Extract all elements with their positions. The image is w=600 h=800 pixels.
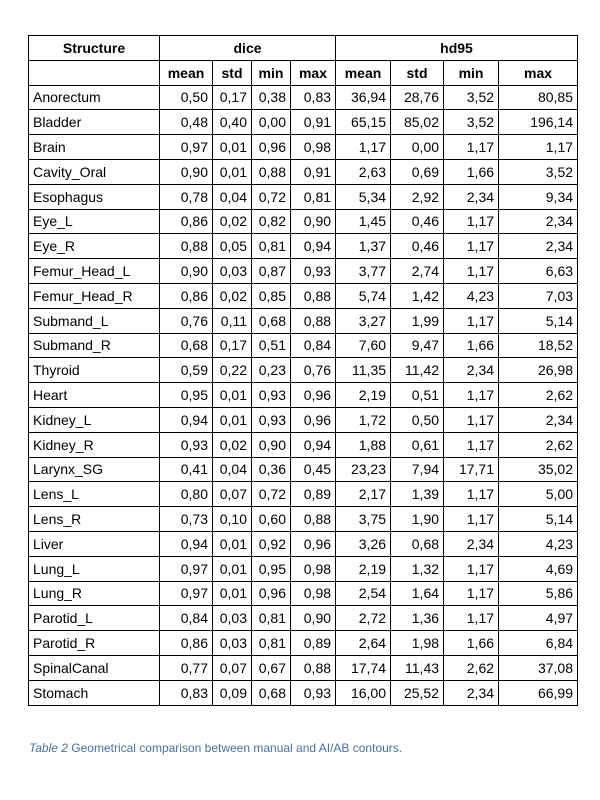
value-cell: 0,92: [252, 531, 291, 556]
value-cell: 1,17: [444, 259, 499, 284]
value-cell: 3,75: [336, 507, 391, 532]
table-row: [29, 482, 578, 507]
value-cell: 2,72: [336, 606, 391, 631]
value-cell: 0,90: [291, 606, 336, 631]
value-cell: 9,34: [499, 184, 578, 209]
value-cell: 0,10: [213, 507, 252, 532]
value-cell: 0,87: [252, 259, 291, 284]
value-cell: 0,93: [291, 680, 336, 705]
value-cell: 0,01: [213, 135, 252, 160]
structure-name-cell: Bladder: [29, 110, 160, 135]
value-cell: 0,93: [252, 407, 291, 432]
value-cell: 0,02: [213, 283, 252, 308]
value-cell: 0,84: [160, 606, 213, 631]
value-cell: 1,66: [444, 333, 499, 358]
value-cell: 1,17: [444, 407, 499, 432]
value-cell: 80,85: [499, 85, 578, 110]
value-cell: 7,94: [391, 457, 444, 482]
table-row: [29, 333, 578, 358]
value-cell: 0,98: [291, 556, 336, 581]
value-cell: 0,96: [291, 383, 336, 408]
header-stat-dice-std: std: [213, 60, 252, 85]
value-cell: 0,50: [160, 85, 213, 110]
table-row: [29, 135, 578, 160]
results-table: [28, 35, 578, 706]
value-cell: 0,04: [213, 184, 252, 209]
value-cell: 196,14: [499, 110, 578, 135]
table-row: [29, 581, 578, 606]
value-cell: 0,67: [252, 655, 291, 680]
value-cell: 0,51: [252, 333, 291, 358]
table-row: [29, 383, 578, 408]
value-cell: 16,00: [336, 680, 391, 705]
value-cell: 0,88: [252, 159, 291, 184]
value-cell: 1,17: [444, 556, 499, 581]
value-cell: 6,84: [499, 631, 578, 656]
value-cell: 65,15: [336, 110, 391, 135]
value-cell: 1,36: [391, 606, 444, 631]
value-cell: 0,60: [252, 507, 291, 532]
value-cell: 0,76: [291, 358, 336, 383]
value-cell: 35,02: [499, 457, 578, 482]
structure-name-cell: Parotid_R: [29, 631, 160, 656]
value-cell: 4,69: [499, 556, 578, 581]
table-row: [29, 209, 578, 234]
value-cell: 1,17: [444, 308, 499, 333]
structure-name-cell: Liver: [29, 531, 160, 556]
value-cell: 0,94: [160, 531, 213, 556]
structure-name-cell: Kidney_L: [29, 407, 160, 432]
header-stat-hd95-mean: mean: [336, 60, 391, 85]
structure-name-cell: Femur_Head_R: [29, 283, 160, 308]
value-cell: 0,50: [391, 407, 444, 432]
value-cell: 5,00: [499, 482, 578, 507]
value-cell: 3,27: [336, 308, 391, 333]
structure-name-cell: Lens_R: [29, 507, 160, 532]
results-table-container: [28, 35, 578, 706]
value-cell: 0,94: [291, 234, 336, 259]
value-cell: 1,66: [444, 159, 499, 184]
header-stat-hd95-max: max: [499, 60, 578, 85]
table-body: [29, 85, 578, 705]
value-cell: 0,68: [391, 531, 444, 556]
structure-name-cell: Esophagus: [29, 184, 160, 209]
value-cell: 1,17: [444, 135, 499, 160]
structure-name-cell: Anorectum: [29, 85, 160, 110]
value-cell: 0,02: [213, 209, 252, 234]
value-cell: 0,51: [391, 383, 444, 408]
value-cell: 0,46: [391, 209, 444, 234]
header-row-stats: [29, 60, 578, 85]
value-cell: 2,34: [499, 234, 578, 259]
value-cell: 0,01: [213, 531, 252, 556]
value-cell: 0,91: [291, 159, 336, 184]
value-cell: 3,26: [336, 531, 391, 556]
value-cell: 2,74: [391, 259, 444, 284]
value-cell: 2,34: [444, 531, 499, 556]
value-cell: 5,34: [336, 184, 391, 209]
value-cell: 5,86: [499, 581, 578, 606]
value-cell: 0,73: [160, 507, 213, 532]
value-cell: 0,90: [160, 159, 213, 184]
value-cell: 2,54: [336, 581, 391, 606]
structure-name-cell: Parotid_L: [29, 606, 160, 631]
value-cell: 0,36: [252, 457, 291, 482]
value-cell: 0,86: [160, 209, 213, 234]
value-cell: 2,34: [499, 407, 578, 432]
table-row: [29, 259, 578, 284]
value-cell: 0,01: [213, 159, 252, 184]
value-cell: 1,90: [391, 507, 444, 532]
value-cell: 6,63: [499, 259, 578, 284]
value-cell: 1,98: [391, 631, 444, 656]
structure-name-cell: Femur_Head_L: [29, 259, 160, 284]
value-cell: 0,80: [160, 482, 213, 507]
value-cell: 0,81: [252, 631, 291, 656]
value-cell: 0,89: [291, 631, 336, 656]
value-cell: 1,17: [444, 234, 499, 259]
value-cell: 0,88: [291, 308, 336, 333]
value-cell: 0,89: [291, 482, 336, 507]
value-cell: 0,96: [252, 135, 291, 160]
value-cell: 2,34: [444, 680, 499, 705]
value-cell: 18,52: [499, 333, 578, 358]
header-stat-dice-min: min: [252, 60, 291, 85]
header-structure: Structure: [29, 36, 160, 61]
value-cell: 0,78: [160, 184, 213, 209]
value-cell: 0,48: [160, 110, 213, 135]
value-cell: 0,68: [160, 333, 213, 358]
value-cell: 26,98: [499, 358, 578, 383]
value-cell: 2,64: [336, 631, 391, 656]
value-cell: 1,45: [336, 209, 391, 234]
value-cell: 0,03: [213, 631, 252, 656]
value-cell: 17,71: [444, 457, 499, 482]
value-cell: 0,17: [213, 85, 252, 110]
value-cell: 5,14: [499, 308, 578, 333]
structure-name-cell: Brain: [29, 135, 160, 160]
value-cell: 0,00: [391, 135, 444, 160]
table-row: [29, 507, 578, 532]
structure-name-cell: Lens_L: [29, 482, 160, 507]
value-cell: 4,97: [499, 606, 578, 631]
value-cell: 0,59: [160, 358, 213, 383]
value-cell: 4,23: [499, 531, 578, 556]
value-cell: 0,83: [160, 680, 213, 705]
value-cell: 0,45: [291, 457, 336, 482]
value-cell: 3,77: [336, 259, 391, 284]
value-cell: 2,34: [499, 209, 578, 234]
value-cell: 0,98: [291, 135, 336, 160]
value-cell: 0,07: [213, 655, 252, 680]
structure-name-cell: Cavity_Oral: [29, 159, 160, 184]
value-cell: 1,64: [391, 581, 444, 606]
value-cell: 0,68: [252, 308, 291, 333]
value-cell: 5,14: [499, 507, 578, 532]
value-cell: 3,52: [444, 110, 499, 135]
value-cell: 2,34: [444, 184, 499, 209]
value-cell: 0,41: [160, 457, 213, 482]
value-cell: 0,94: [160, 407, 213, 432]
value-cell: 11,43: [391, 655, 444, 680]
table-row: [29, 184, 578, 209]
value-cell: 0,02: [213, 432, 252, 457]
value-cell: 66,99: [499, 680, 578, 705]
table-header: [29, 36, 578, 86]
value-cell: 0,05: [213, 234, 252, 259]
header-empty-cell: [29, 60, 160, 85]
table-row: [29, 556, 578, 581]
value-cell: 0,01: [213, 556, 252, 581]
value-cell: 0,86: [160, 631, 213, 656]
value-cell: 2,17: [336, 482, 391, 507]
header-group-dice: dice: [160, 36, 336, 61]
value-cell: 0,90: [252, 432, 291, 457]
value-cell: 2,62: [499, 432, 578, 457]
value-cell: 4,23: [444, 283, 499, 308]
value-cell: 0,17: [213, 333, 252, 358]
value-cell: 1,32: [391, 556, 444, 581]
value-cell: 1,42: [391, 283, 444, 308]
table-caption: [29, 741, 402, 755]
value-cell: 5,74: [336, 283, 391, 308]
value-cell: 1,72: [336, 407, 391, 432]
caption-label: Table 2: [29, 741, 68, 755]
value-cell: 0,81: [252, 606, 291, 631]
table-row: [29, 159, 578, 184]
value-cell: 0,96: [291, 407, 336, 432]
structure-name-cell: Submand_L: [29, 308, 160, 333]
value-cell: 0,07: [213, 482, 252, 507]
value-cell: 0,84: [291, 333, 336, 358]
table-row: [29, 606, 578, 631]
value-cell: 0,03: [213, 259, 252, 284]
value-cell: 0,40: [213, 110, 252, 135]
value-cell: 0,82: [252, 209, 291, 234]
value-cell: 1,17: [444, 383, 499, 408]
value-cell: 0,90: [160, 259, 213, 284]
value-cell: 0,88: [291, 655, 336, 680]
table-row: [29, 110, 578, 135]
value-cell: 0,97: [160, 556, 213, 581]
value-cell: 9,47: [391, 333, 444, 358]
value-cell: 0,09: [213, 680, 252, 705]
table-row: [29, 234, 578, 259]
value-cell: 1,37: [336, 234, 391, 259]
table-row: [29, 308, 578, 333]
table-row: [29, 457, 578, 482]
value-cell: 1,39: [391, 482, 444, 507]
value-cell: 0,01: [213, 581, 252, 606]
value-cell: 0,72: [252, 184, 291, 209]
value-cell: 1,17: [444, 482, 499, 507]
caption-text: Geometrical comparison between manual and AI/AB contours.: [67, 741, 403, 755]
table-row: [29, 358, 578, 383]
table-row: [29, 432, 578, 457]
structure-name-cell: Eye_L: [29, 209, 160, 234]
value-cell: 0,90: [291, 209, 336, 234]
structure-name-cell: Stomach: [29, 680, 160, 705]
value-cell: 0,00: [252, 110, 291, 135]
value-cell: 0,88: [291, 507, 336, 532]
structure-name-cell: Eye_R: [29, 234, 160, 259]
value-cell: 0,94: [291, 432, 336, 457]
table-row: [29, 283, 578, 308]
structure-name-cell: Heart: [29, 383, 160, 408]
value-cell: 1,88: [336, 432, 391, 457]
value-cell: 28,76: [391, 85, 444, 110]
value-cell: 7,60: [336, 333, 391, 358]
value-cell: 0,97: [160, 581, 213, 606]
structure-name-cell: Kidney_R: [29, 432, 160, 457]
value-cell: 0,23: [252, 358, 291, 383]
value-cell: 1,17: [499, 135, 578, 160]
value-cell: 1,66: [444, 631, 499, 656]
value-cell: 0,68: [252, 680, 291, 705]
value-cell: 25,52: [391, 680, 444, 705]
table-row: [29, 85, 578, 110]
value-cell: 0,88: [291, 283, 336, 308]
value-cell: 0,46: [391, 234, 444, 259]
value-cell: 11,42: [391, 358, 444, 383]
value-cell: 0,93: [291, 259, 336, 284]
value-cell: 0,85: [252, 283, 291, 308]
table-row: [29, 655, 578, 680]
header-stat-hd95-min: min: [444, 60, 499, 85]
table-row: [29, 680, 578, 705]
value-cell: 0,72: [252, 482, 291, 507]
value-cell: 0,38: [252, 85, 291, 110]
structure-name-cell: Lung_L: [29, 556, 160, 581]
header-stat-dice-mean: mean: [160, 60, 213, 85]
value-cell: 0,88: [160, 234, 213, 259]
value-cell: 3,52: [444, 85, 499, 110]
value-cell: 0,98: [291, 581, 336, 606]
value-cell: 1,17: [336, 135, 391, 160]
value-cell: 1,17: [444, 209, 499, 234]
value-cell: 0,93: [252, 383, 291, 408]
value-cell: 0,97: [160, 135, 213, 160]
value-cell: 0,03: [213, 606, 252, 631]
value-cell: 0,86: [160, 283, 213, 308]
value-cell: 0,61: [391, 432, 444, 457]
table-row: [29, 407, 578, 432]
value-cell: 0,83: [291, 85, 336, 110]
value-cell: 7,03: [499, 283, 578, 308]
header-group-hd95: hd95: [336, 36, 578, 61]
value-cell: 85,02: [391, 110, 444, 135]
value-cell: 0,81: [291, 184, 336, 209]
value-cell: 0,95: [252, 556, 291, 581]
value-cell: 2,62: [444, 655, 499, 680]
value-cell: 37,08: [499, 655, 578, 680]
value-cell: 1,99: [391, 308, 444, 333]
structure-name-cell: Thyroid: [29, 358, 160, 383]
value-cell: 0,01: [213, 407, 252, 432]
value-cell: 0,96: [291, 531, 336, 556]
value-cell: 2,19: [336, 556, 391, 581]
value-cell: 0,76: [160, 308, 213, 333]
table-row: [29, 531, 578, 556]
header-stat-dice-max: max: [291, 60, 336, 85]
value-cell: 2,62: [499, 383, 578, 408]
value-cell: 0,11: [213, 308, 252, 333]
value-cell: 3,52: [499, 159, 578, 184]
value-cell: 2,34: [444, 358, 499, 383]
header-row-groups: [29, 36, 578, 61]
value-cell: 2,19: [336, 383, 391, 408]
table-row: [29, 631, 578, 656]
value-cell: 1,17: [444, 507, 499, 532]
value-cell: 0,81: [252, 234, 291, 259]
value-cell: 2,63: [336, 159, 391, 184]
structure-name-cell: Submand_R: [29, 333, 160, 358]
value-cell: 23,23: [336, 457, 391, 482]
value-cell: 1,17: [444, 432, 499, 457]
value-cell: 36,94: [336, 85, 391, 110]
value-cell: 11,35: [336, 358, 391, 383]
value-cell: 0,91: [291, 110, 336, 135]
value-cell: 0,95: [160, 383, 213, 408]
value-cell: 0,04: [213, 457, 252, 482]
value-cell: 0,22: [213, 358, 252, 383]
value-cell: 0,77: [160, 655, 213, 680]
structure-name-cell: Lung_R: [29, 581, 160, 606]
value-cell: 0,01: [213, 383, 252, 408]
value-cell: 0,93: [160, 432, 213, 457]
header-stat-hd95-std: std: [391, 60, 444, 85]
value-cell: 1,17: [444, 606, 499, 631]
structure-name-cell: Larynx_SG: [29, 457, 160, 482]
structure-name-cell: SpinalCanal: [29, 655, 160, 680]
value-cell: 17,74: [336, 655, 391, 680]
value-cell: 2,92: [391, 184, 444, 209]
value-cell: 1,17: [444, 581, 499, 606]
value-cell: 0,96: [252, 581, 291, 606]
value-cell: 0,69: [391, 159, 444, 184]
